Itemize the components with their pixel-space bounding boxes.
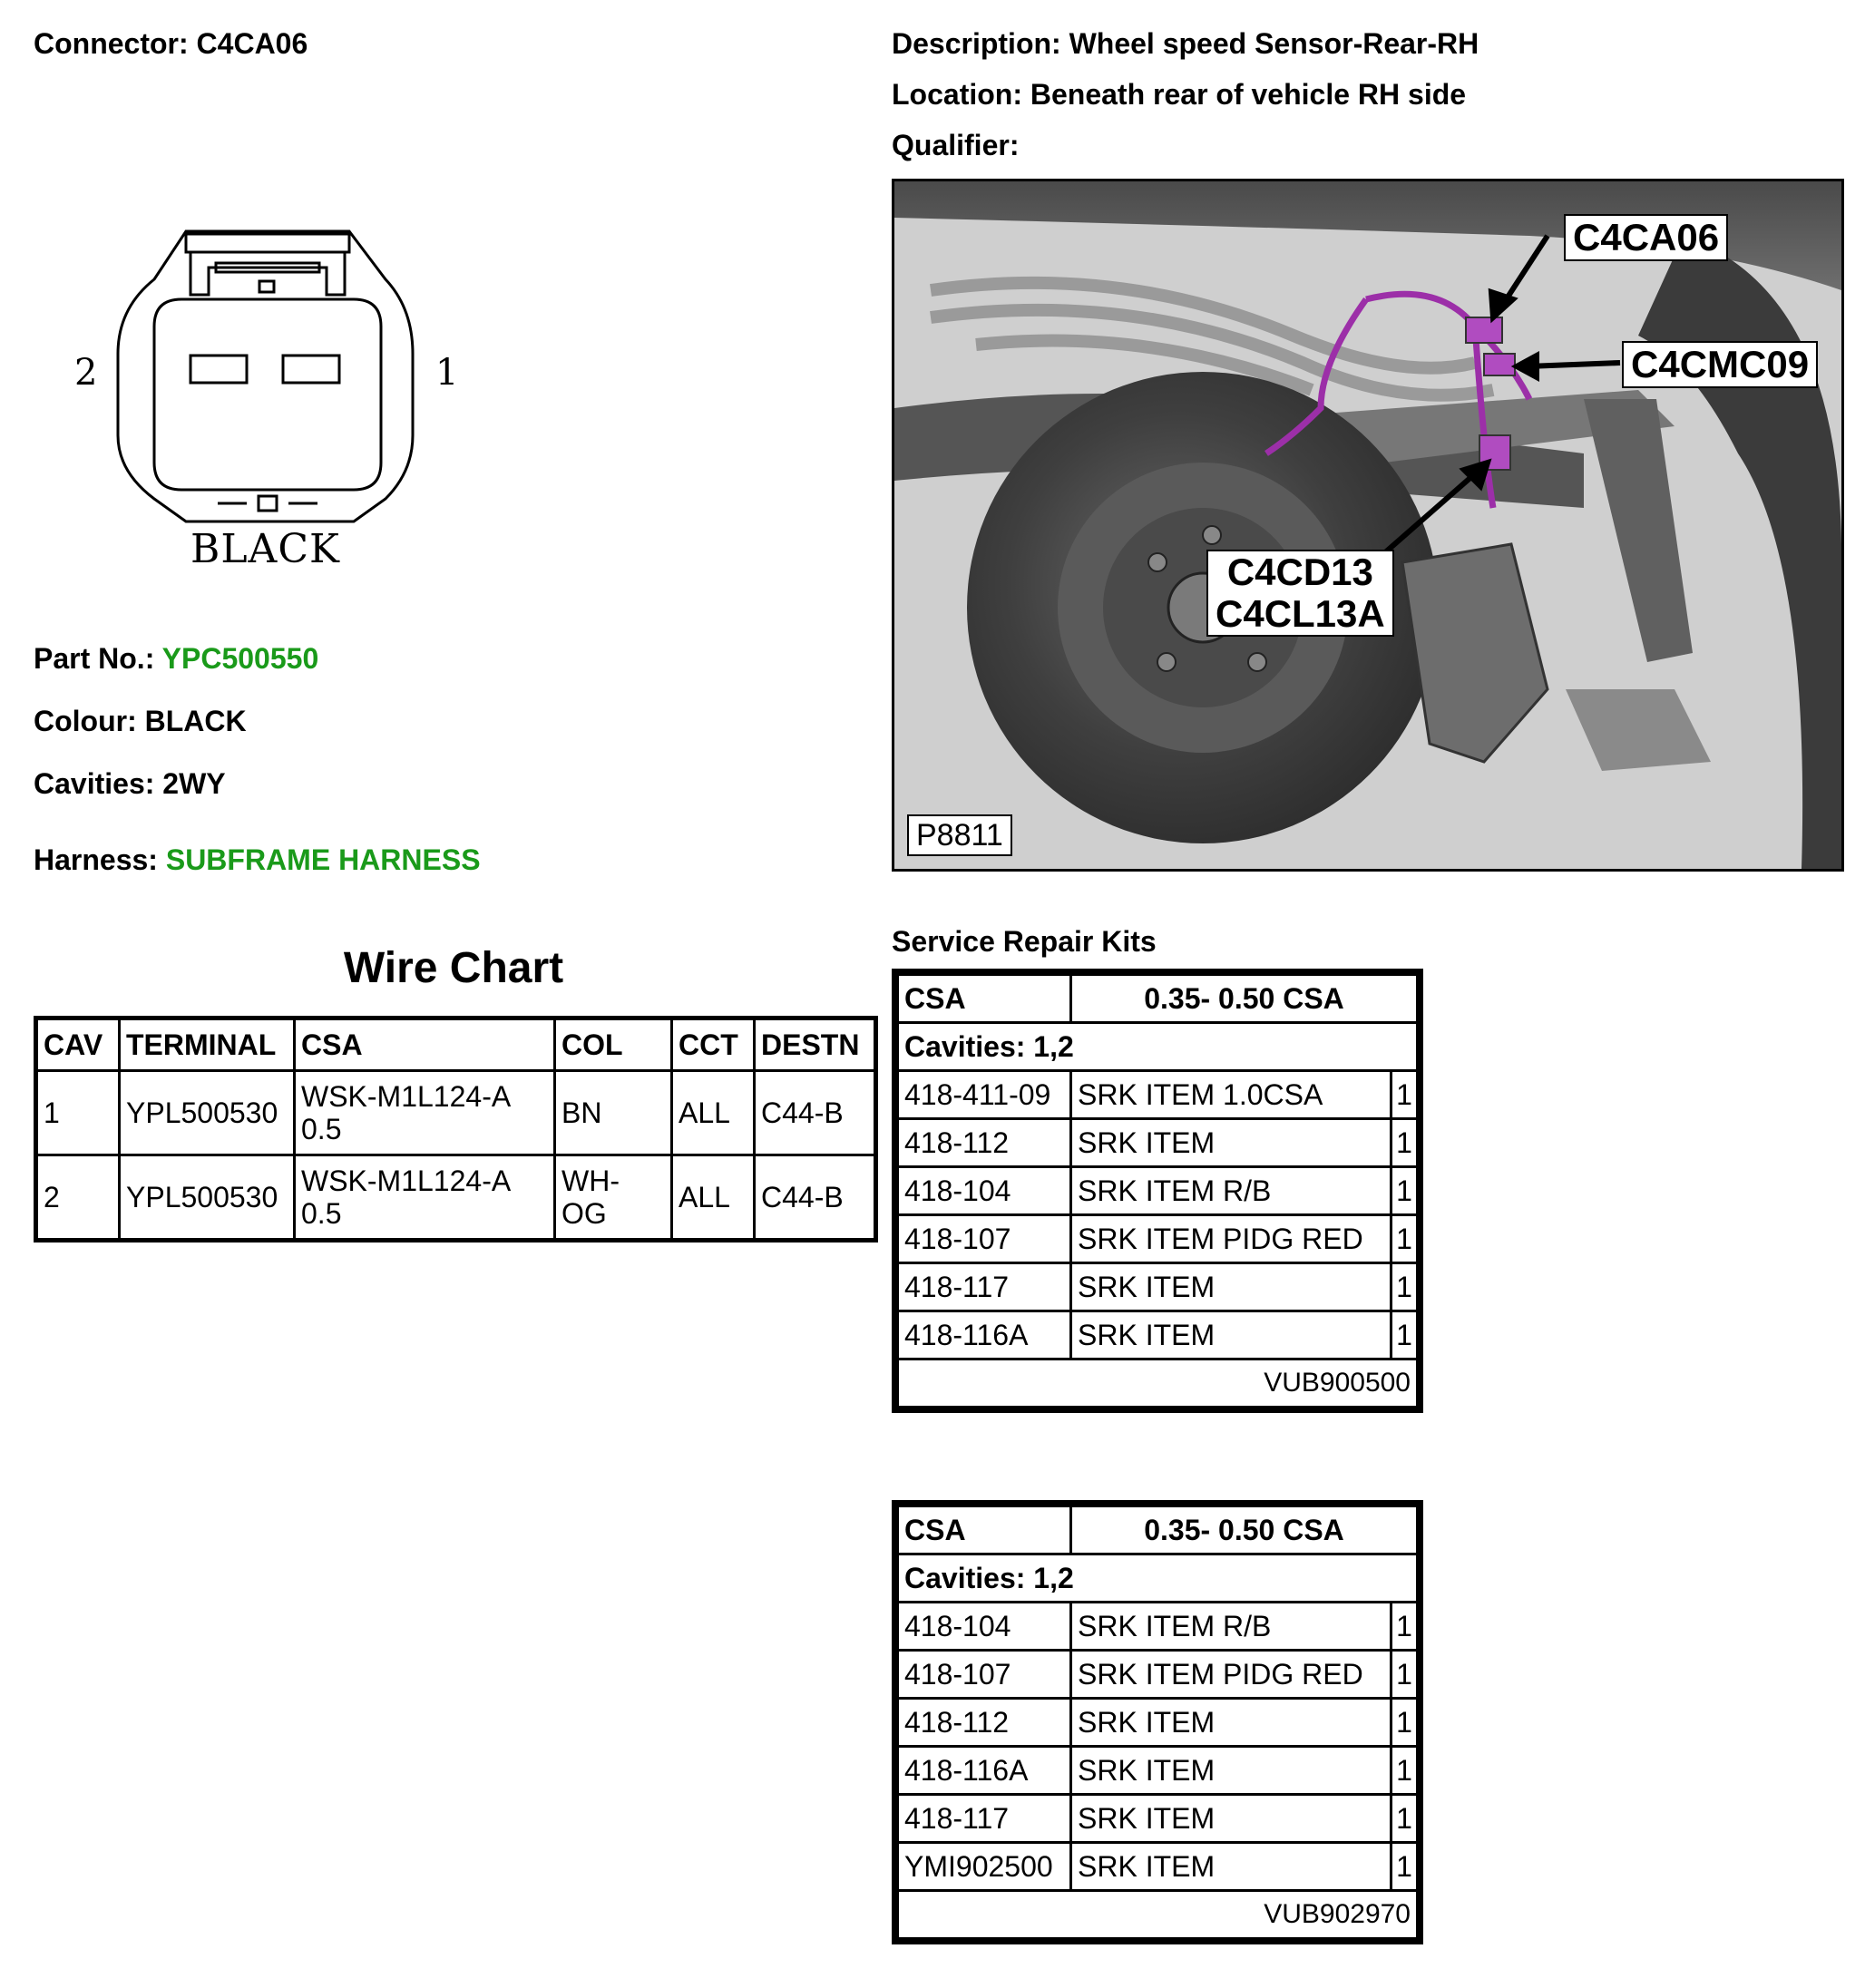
- kit-cavities: Cavities: 1,2: [898, 1554, 1418, 1603]
- kit-item-code: YMI902500: [898, 1843, 1071, 1891]
- kit-item-qty: 1: [1391, 1167, 1418, 1215]
- kit-item-row: [898, 1215, 1418, 1263]
- kit-item-qty: 1: [1391, 1071, 1418, 1119]
- kit-item-qty: 1: [1391, 1747, 1418, 1795]
- description-label: Description:: [892, 27, 1061, 60]
- cavities-line: [34, 767, 226, 801]
- col-cell: [555, 1071, 672, 1155]
- kit-item-desc: SRK ITEM PIDG RED: [1071, 1215, 1391, 1263]
- wire-chart-header-row: [36, 1018, 876, 1071]
- kit-item-row: [898, 1263, 1418, 1311]
- pin-number-1: 1: [435, 352, 459, 394]
- kit-item-qty: 1: [1391, 1215, 1418, 1263]
- header-cav: CAV: [36, 1018, 120, 1071]
- csa-size: 0.5: [301, 1113, 342, 1145]
- col-line-2: OG: [561, 1197, 607, 1230]
- destn-cell: C44-B: [755, 1071, 876, 1155]
- kit-item-desc: SRK ITEM: [1071, 1747, 1391, 1795]
- kit-item-desc: SRK ITEM R/B: [1071, 1167, 1391, 1215]
- csa-spec: WSK-M1L124-A: [301, 1165, 512, 1197]
- header-terminal: TERMINAL: [120, 1018, 295, 1071]
- description-value: Wheel speed Sensor-Rear-RH: [1069, 27, 1479, 60]
- kit-cavities: Cavities: 1,2: [898, 1023, 1418, 1071]
- photo-plate-number: P8811: [907, 814, 1012, 856]
- callout-c4cl13a: C4CL13A: [1216, 592, 1385, 635]
- callout-c4cd13: C4CD13: [1226, 551, 1373, 593]
- kit-item-qty: 1: [1391, 1843, 1418, 1891]
- part-no-link[interactable]: YPC500550: [161, 642, 319, 675]
- kit-csa-value: 0.35- 0.50 CSA: [1071, 1506, 1418, 1554]
- service-repair-kits-title: Service Repair Kits: [892, 925, 1157, 958]
- kit-item-row: [898, 1843, 1418, 1891]
- csa-cell: [295, 1155, 555, 1241]
- kit-item-code: 418-107: [898, 1215, 1071, 1263]
- kit-item-code: 418-411-09: [898, 1071, 1071, 1119]
- kit-item-row: [898, 1651, 1418, 1699]
- kit-item-qty: 1: [1391, 1603, 1418, 1651]
- location-value: Beneath rear of vehicle RH side: [1030, 78, 1467, 111]
- kit-item-qty: 1: [1391, 1795, 1418, 1843]
- destn-cell: C44-B: [755, 1155, 876, 1241]
- kit-csa-label: CSA: [898, 1506, 1071, 1554]
- kit-item-code: 418-104: [898, 1167, 1071, 1215]
- kit-item-qty: 1: [1391, 1263, 1418, 1311]
- kit-item-qty: 1: [1391, 1651, 1418, 1699]
- kit-number: VUB902970: [898, 1891, 1418, 1939]
- csa-cell: [295, 1071, 555, 1155]
- kit-item-qty: 1: [1391, 1311, 1418, 1359]
- callout-c4ca06: C4CA06: [1564, 214, 1728, 261]
- colour-value: BLACK: [144, 705, 247, 737]
- qualifier-label: Qualifier:: [892, 129, 1020, 161]
- diagram-colour-text: BLACK: [190, 526, 340, 572]
- csa-size: 0.5: [301, 1197, 342, 1230]
- description-line: [892, 27, 1479, 61]
- kit-item-desc: SRK ITEM R/B: [1071, 1603, 1391, 1651]
- connector-label: Connector:: [34, 27, 189, 60]
- header-csa: CSA: [295, 1018, 555, 1071]
- kit-csa-value: 0.35- 0.50 CSA: [1071, 975, 1418, 1023]
- cav-cell: 1: [36, 1071, 120, 1155]
- kit-item-row: [898, 1119, 1418, 1167]
- location-photo: [892, 179, 1844, 872]
- kit-csa-row: [898, 1506, 1418, 1554]
- kit-item-desc: SRK ITEM 1.0CSA: [1071, 1071, 1391, 1119]
- cct-cell: ALL: [672, 1071, 755, 1155]
- repair-kit-2: [892, 1500, 1423, 1944]
- kit-number-row: [898, 1359, 1418, 1408]
- colour-label: Colour:: [34, 705, 137, 737]
- terminal-cell: YPL500530: [120, 1071, 295, 1155]
- kit-number-row: [898, 1891, 1418, 1939]
- col-line-1: WH-: [561, 1165, 620, 1197]
- cav-cell: 2: [36, 1155, 120, 1241]
- connector-line: [34, 27, 308, 61]
- col-line-1: BN: [561, 1096, 602, 1129]
- terminal-cell: YPL500530: [120, 1155, 295, 1241]
- table-row: [36, 1155, 876, 1241]
- kit-item-code: 418-116A: [898, 1311, 1071, 1359]
- pin-number-2: 2: [74, 352, 98, 394]
- col-cell: [555, 1155, 672, 1241]
- kit-item-row: [898, 1795, 1418, 1843]
- kit-item-code: 418-107: [898, 1651, 1071, 1699]
- kit-item-row: [898, 1071, 1418, 1119]
- kit-item-row: [898, 1167, 1418, 1215]
- cavities-value: 2WY: [162, 767, 226, 800]
- kit-item-row: [898, 1747, 1418, 1795]
- repair-kit-1: [892, 969, 1423, 1413]
- wire-chart-title: Wire Chart: [343, 944, 564, 992]
- kit-item-code: 418-116A: [898, 1747, 1071, 1795]
- callout-c4cd13-c4cl13a: [1206, 550, 1394, 637]
- kit-item-desc: SRK ITEM: [1071, 1843, 1391, 1891]
- kit-csa-label: CSA: [898, 975, 1071, 1023]
- table-row: [36, 1071, 876, 1155]
- callout-c4cmc09: C4CMC09: [1622, 341, 1818, 388]
- kit-item-desc: SRK ITEM: [1071, 1311, 1391, 1359]
- kit-item-desc: SRK ITEM PIDG RED: [1071, 1651, 1391, 1699]
- kit-item-qty: 1: [1391, 1699, 1418, 1747]
- kit-cavities-row: [898, 1554, 1418, 1603]
- kit-item-code: 418-112: [898, 1119, 1071, 1167]
- part-no-label: Part No.:: [34, 642, 155, 675]
- harness-label: Harness:: [34, 843, 158, 876]
- harness-line: [34, 843, 481, 877]
- kit-item-row: [898, 1311, 1418, 1359]
- kit-item-row: [898, 1603, 1418, 1651]
- kit-item-desc: SRK ITEM: [1071, 1119, 1391, 1167]
- kit-number: VUB900500: [898, 1359, 1418, 1408]
- connector-value: C4CA06: [196, 27, 308, 60]
- kit-item-code: 418-104: [898, 1603, 1071, 1651]
- harness-link[interactable]: SUBFRAME HARNESS: [165, 843, 481, 876]
- kit-item-desc: SRK ITEM: [1071, 1795, 1391, 1843]
- kit-item-row: [898, 1699, 1418, 1747]
- kit-item-code: 418-112: [898, 1699, 1071, 1747]
- kit-cavities-row: [898, 1023, 1418, 1071]
- header-col: COL: [555, 1018, 672, 1071]
- cct-cell: ALL: [672, 1155, 755, 1241]
- wire-chart-table: [34, 1016, 878, 1242]
- colour-line: [34, 705, 247, 738]
- part-no-line: [34, 642, 318, 676]
- csa-spec: WSK-M1L124-A: [301, 1080, 512, 1113]
- header-cct: CCT: [672, 1018, 755, 1071]
- location-label: Location:: [892, 78, 1022, 111]
- kit-item-qty: 1: [1391, 1119, 1418, 1167]
- vehicle-underside-illustration: [894, 181, 1841, 869]
- kit-csa-row: [898, 975, 1418, 1023]
- kit-item-code: 418-117: [898, 1263, 1071, 1311]
- header-destn: DESTN: [755, 1018, 876, 1071]
- cavities-label: Cavities:: [34, 767, 155, 800]
- qualifier-line: [892, 129, 1019, 162]
- kit-item-desc: SRK ITEM: [1071, 1263, 1391, 1311]
- kit-item-desc: SRK ITEM: [1071, 1699, 1391, 1747]
- location-line: [892, 78, 1466, 112]
- kit-item-code: 418-117: [898, 1795, 1071, 1843]
